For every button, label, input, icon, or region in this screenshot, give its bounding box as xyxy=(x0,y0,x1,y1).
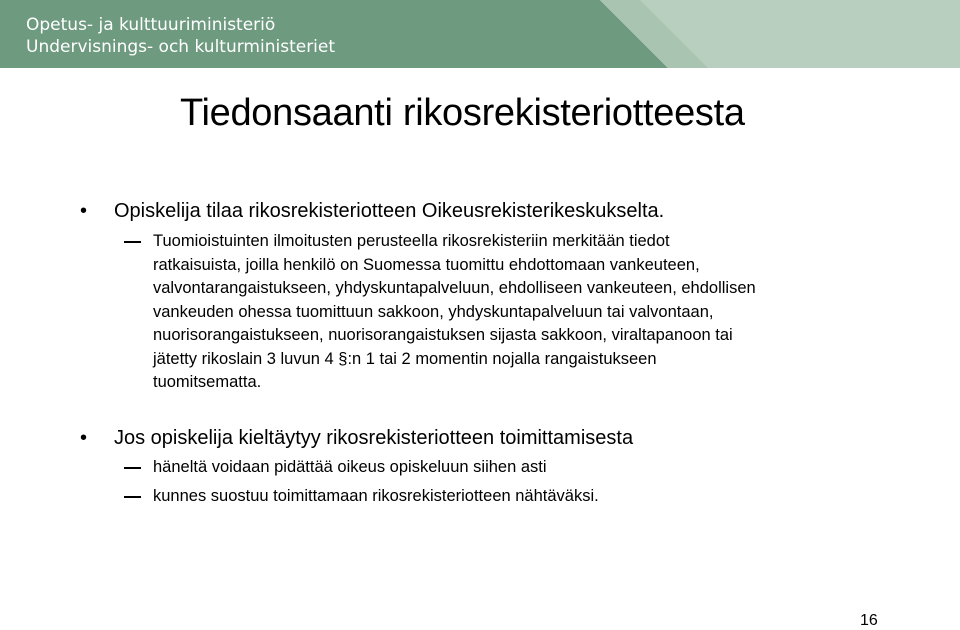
sub-bullet-2-2-text xyxy=(153,485,873,509)
bullet-dot: • xyxy=(80,200,88,222)
page-number: 16 xyxy=(860,612,878,629)
bullet-1-text: Opiskelija tilaa rikosrekisteriotteen Oikeusrekisterikeskukselta. xyxy=(114,200,665,222)
dash-marker xyxy=(124,496,141,498)
slide-title: Tiedonsaanti rikosrekisteriotteesta xyxy=(180,92,745,134)
sub-bullet-2-1-text xyxy=(153,456,873,480)
text-line: nuorisorangaistukseen, nuorisorangaistuksen sijasta sakkoon, viraltapanoon tai xyxy=(153,326,733,344)
text-line: jätetty rikoslain 3 luvun 4 §:n 1 tai 2 momentin nojalla rangaistukseen xyxy=(153,349,657,368)
sub-bullet-1-1-text xyxy=(153,230,873,395)
text-line: Tuomioistuinten ilmoitusten perusteella rikosrekisteriin merkitään tiedot xyxy=(153,232,670,250)
header-band xyxy=(0,0,960,68)
text-line: ratkaisuista, joilla henkilö on Suomessa tuomittu ehdottomaan vankeuteen, xyxy=(153,255,700,274)
bullet-dot: • xyxy=(80,427,88,449)
text-line: tuomitsematta. xyxy=(153,373,262,391)
ministry-name-finnish: Opetus- ja kulttuuriministeriö xyxy=(26,15,276,35)
ministry-name-swedish: Undervisnings- och kulturministeriet xyxy=(26,37,336,57)
text-line: vankeuden ohessa tuomittuun sakkoon, yhdyskuntapalveluun tai valvontaan, xyxy=(153,302,714,321)
dash-marker xyxy=(124,467,141,469)
ministry-logo-text xyxy=(26,14,335,58)
text-line: kunnes suostuu toimittamaan rikosrekisteriotteen nähtäväksi. xyxy=(153,487,599,505)
bullet-2-text: Jos opiskelija kieltäytyy rikosrekisteriotteen toimittamisesta xyxy=(114,427,634,449)
dash-marker xyxy=(124,241,141,243)
text-line: häneltä voidaan pidättää oikeus opiskeluun siihen asti xyxy=(153,458,547,476)
text-line: valvontarangaistukseen, yhdyskuntapalveluun, ehdolliseen vankeuteen, ehdollisen xyxy=(153,279,756,297)
